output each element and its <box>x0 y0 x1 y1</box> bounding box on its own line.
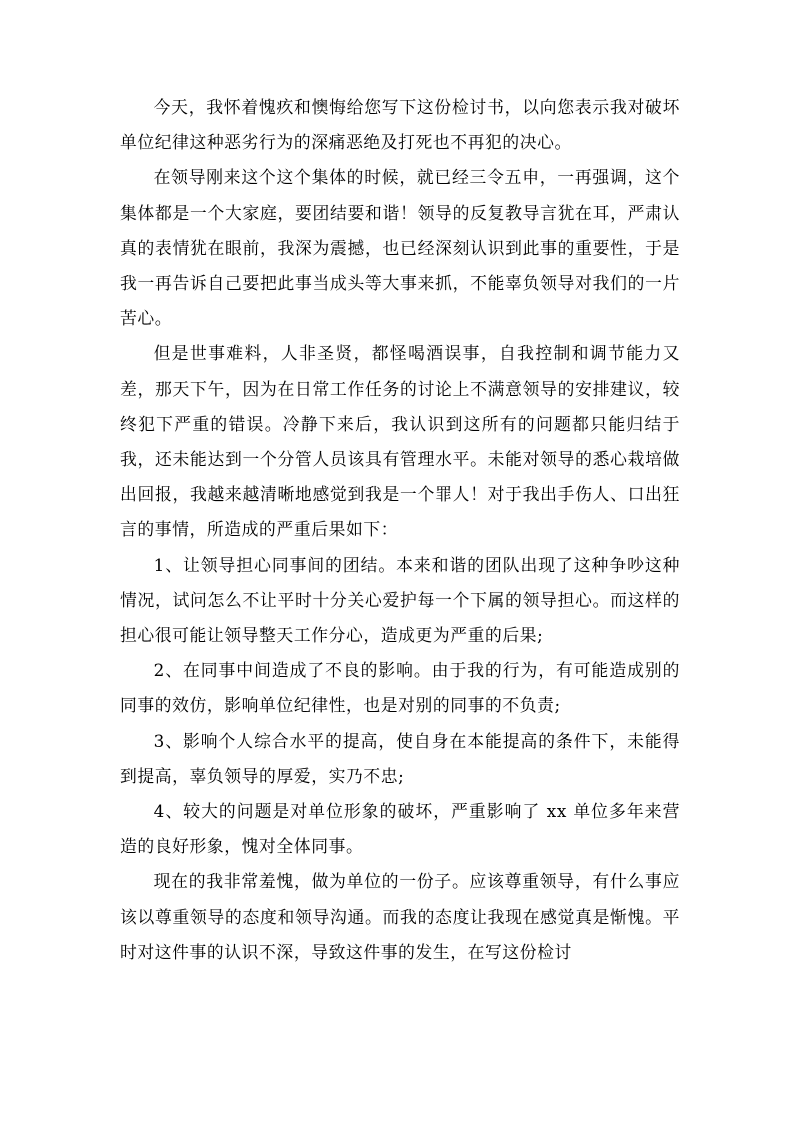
paragraph-background: 在领导刚来这个这个集体的时候，就已经三令五申，一再强调，这个集体都是一个大家庭，要团结要和谐！领导的反复教导言犹在耳，严肃认真的表情犹在眼前，我深为震撼，也已经深刻认识到此事的重要性，于是我一再告诉自己要把此事当成头等大事来抓，不能辜负领导对我们的一片苦心。 <box>120 167 680 329</box>
document-body <box>120 90 680 970</box>
paragraph-opening: 今天，我怀着愧疚和懊悔给您写下这份检讨书，以向您表示我对破坏单位纪律这种恶劣行为的深痛恶绝及打死也不再犯的决心。 <box>120 97 680 153</box>
paragraph-reflection: 现在的我非常羞愧，做为单位的一份子。应该尊重领导，有什么事应该以尊重领导的态度和领导沟通。而我的态度让我现在感觉真是惭愧。平时对这件事的认识不深，导致这件事的发生，在写这份检讨 <box>120 871 680 962</box>
paragraph-consequence-3: 3、影响个人综合水平的提高，使自身在本能提高的条件下，未能得到提高，辜负领导的厚爱，实乃不忠; <box>120 730 680 786</box>
paragraph-incident: 但是世事难料，人非圣贤，都怪喝酒误事，自我控制和调节能力又差，那天下午，因为在日常工作任务的讨论上不满意领导的安排建议，较终犯下严重的错误。冷静下来后，我认识到这所有的问题都只能归结于我，还未能达到一个分管人员该具有管理水平。未能对领导的悉心栽培做出回报，我越来越清晰地感觉到我是一个罪人！对于我出手伤人、口出狂言的事情，所造成的严重后果如下： <box>120 343 680 540</box>
paragraph-consequence-2: 2、在同事中间造成了不良的影响。由于我的行为，有可能造成别的同事的效仿，影响单位纪律性，也是对别的同事的不负责; <box>120 660 680 716</box>
paragraph-consequence-1: 1、让领导担心同事间的团结。本来和谐的团队出现了这种争吵这种情况，试问怎么不让平时十分关心爱护每一个下属的领导担心。而这样的担心很可能让领导整天工作分心，造成更为严重的后果; <box>120 554 680 646</box>
paragraph-consequence-4: 4、较大的问题是对单位形象的破坏，严重影响了 xx 单位多年来营造的良好形象，愧对全体同事。 <box>120 801 680 857</box>
